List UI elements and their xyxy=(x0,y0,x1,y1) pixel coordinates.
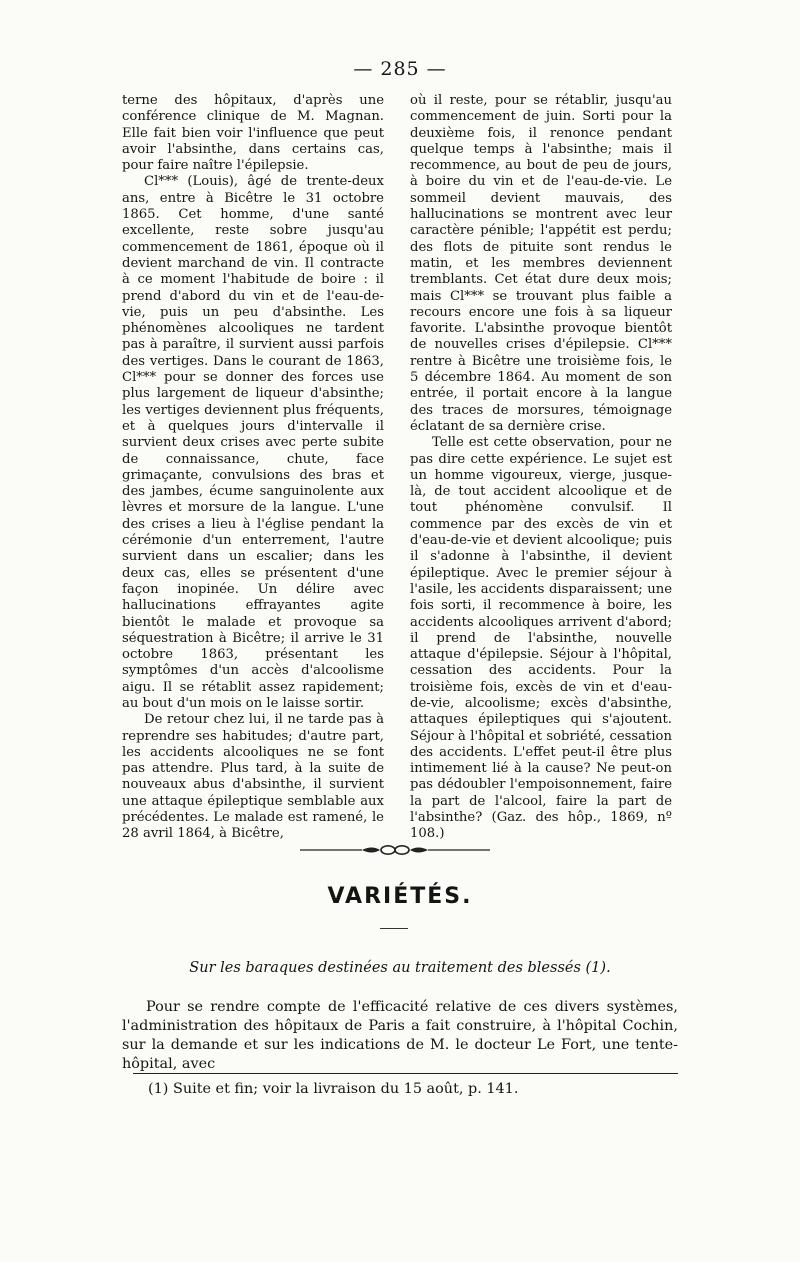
article-body: Pour se rendre compte de l'efficacité relative de ces divers systèmes, l'administration des hôpitaux de Paris a fait construire, à l'hôpital Cochin, sur la demande et sur les indications de M. le docteur Le Fort, une tente-hôpital, avec xyxy=(122,999,678,1072)
article-subtitle: Sur les baraques destinées au traitement des blessés (1). xyxy=(189,960,611,976)
footnote: (1) Suite et fin; voir la livraison du 15 août, p. 141. xyxy=(148,1081,519,1097)
section-title-rule xyxy=(380,928,408,929)
left-paragraph-1: terne des hôpitaux, d'après une conférence clinique de M. Magnan. Elle fait bien voir l'influence que peut avoir l'absinthe, dans certains cas, pour faire naître l'épilepsie. xyxy=(122,93,384,174)
left-paragraph-3: De retour chez lui, il ne tarde pas à reprendre ses habitudes; d'autre part, les accidents alcooliques ne se font pas attendre. Plus tard, à la suite de nouveaux abus d'absinthe, il survient une attaque épileptique semblable aux précédentes. Le malade est ramené, le 28 avril 1864, à Bicêtre, xyxy=(122,712,384,842)
left-column xyxy=(122,93,384,843)
footnote-rule xyxy=(133,1073,678,1074)
right-paragraph-2: Telle est cette observation, pour ne pas dire cette expérience. Le sujet est un homme vigoureux, vierge, jusque-là, de tout accident alcoolique et de tout phénomène convulsif. Il commence par des excès de vin et d'eau-de-vie et devient alcoolique; puis il s'adonne à l'absinthe, il devient épileptique. Avec le premier séjour à l'asile, les accidents disparaissent; une fois sorti, il recommence à boire, les accidents alcooliques arrivent d'abord; il prend de l'absinthe, nouvelle attaque d'épilepsie. Séjour à l'hôpital, cessation des accidents. Pour la troisième fois, excès de vin et d'eau-de-vie, alcoolisme; excès d'absinthe, attaques épileptiques qui s'ajoutent. Séjour à l'hôpital et sobriété, cessation des accidents. L'effet peut-il être plus intimement lié à la cause? Ne peut-on pas dédoubler l'empoisonnement, faire la part de l'alcool, faire la part de l'absinthe? (Gaz. des hôp., 1869, nº 108.) xyxy=(410,435,672,842)
ornament-divider-icon xyxy=(300,843,490,857)
section-title: VARIÉTÉS. xyxy=(327,884,473,909)
right-column xyxy=(410,93,672,843)
right-paragraph-1: où il reste, pour se rétablir, jusqu'au commencement de juin. Sorti pour la deuxième fois, il renonce pendant quelque temps à l'absinthe; mais il recommence, au bout de peu de jours, à boire du vin et de l'eau-de-vie. Le sommeil devient mauvais, des hallucinations se montrent avec leur caractère pénible; l'appétit est perdu; des flots de pituite sont rendus le matin, et les membres deviennent tremblants. Cet état dure deux mois; mais Cl*** se trouvant plus faible a recours encore une fois à sa liqueur favorite. L'absinthe provoque bientôt de nouvelles crises d'épilepsie. Cl*** rentre à Bicêtre une troisième fois, le 5 décembre 1864. Au moment de son entrée, il portait encore à la langue des traces de morsures, témoignage éclatant de sa dernière crise. xyxy=(410,93,672,434)
left-paragraph-2: Cl*** (Louis), âgé de trente-deux ans, entre à Bicêtre le 31 octobre 1865. Cet homme, d'une santé excellente, reste sobre jusqu'au commencement de 1861, époque où il devient marchand de vin. Il contracte à ce moment l'habitude de boire : il prend d'abord du vin et de l'eau-de-vie, puis un peu d'absinthe. Les phénomènes alcooliques ne tardent pas à paraître, il survient aussi parfois des vertiges. Dans le courant de 1863, Cl*** pour se donner des forces use plus largement de liqueur d'absinthe; les vertiges deviennent plus fréquents, et à quelques jours d'intervalle il survient deux crises avec perte subite de connaissance, chute, face grimaçante, convulsions des bras et des jambes, écume sanguinolente aux lèvres et morsure de la langue. L'une des crises a lieu à l'église pendant la cérémonie d'un enterrement, l'autre survient dans un escalier; dans les deux cas, elles se présentent d'une façon inopinée. Un délire avec hallucinations effrayantes agite bientôt le malade et provoque sa séquestration à Bicêtre; il arrive le 31 octobre 1863, présentant les symptômes d'un accès d'alcoolisme aigu. Il se rétablit assez rapidement; au bout d'un mois on le laisse sortir. xyxy=(122,174,384,711)
page-number: — 285 — xyxy=(353,58,447,80)
